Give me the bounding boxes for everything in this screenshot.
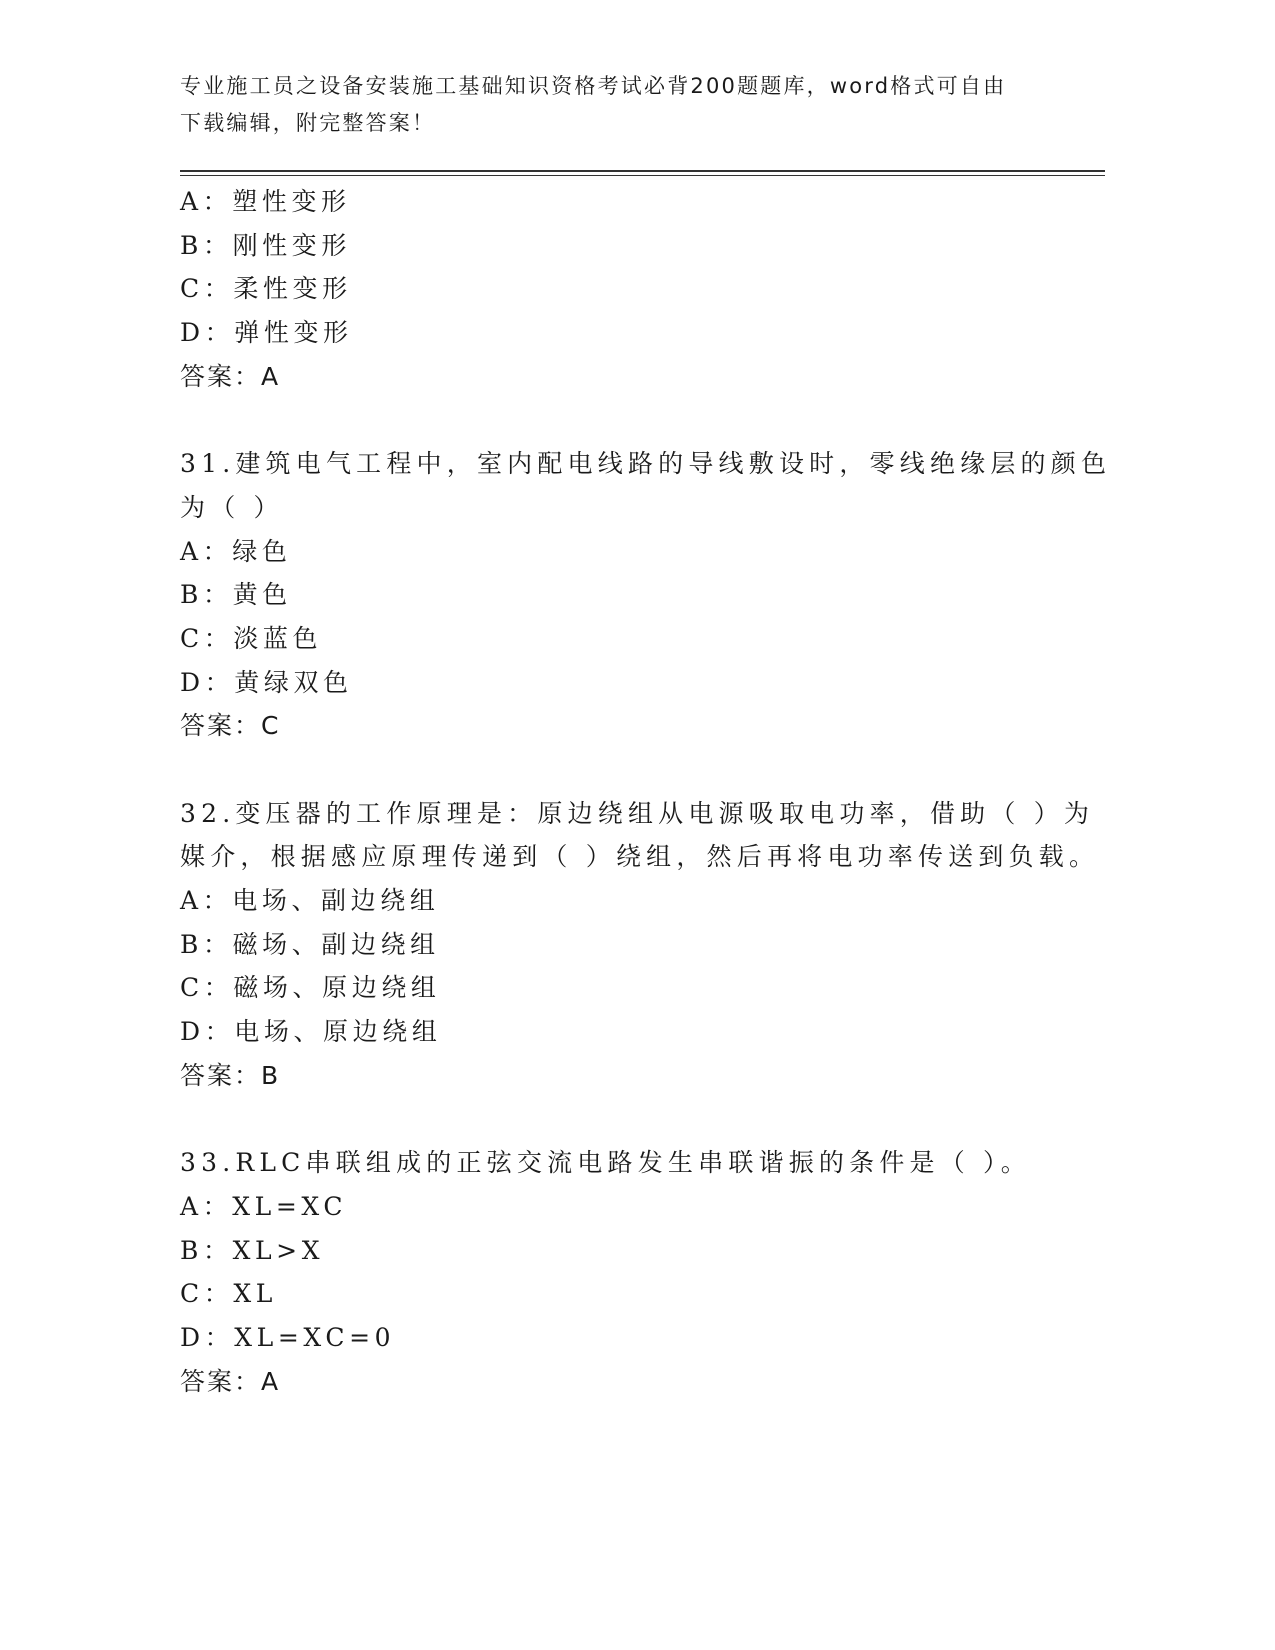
question-stem-line-1: 33.RLC串联组成的正弦交流电路发生串联谐振的条件是（ ）。: [180, 1148, 1031, 1178]
carryover-question: [180, 180, 1050, 398]
answer-line: 答案：A: [180, 1366, 281, 1396]
option-a: A：绿色: [180, 536, 292, 566]
question-stem-line-2: 为（ ）: [180, 492, 284, 522]
header-divider-thin: [180, 175, 1105, 176]
question-stem-line-1: 32.变压器的工作原理是：原边绕组从电源吸取电功率，借助（ ）为: [180, 798, 1095, 828]
answer-line: 答案：C: [180, 711, 281, 741]
option-d: D：XL=XC=0: [180, 1322, 396, 1352]
option-a: A：塑性变形: [180, 187, 351, 216]
option-a: A：电场、副边绕组: [180, 886, 440, 915]
option-d: D：电场、原边绕组: [180, 1017, 442, 1047]
option-c: C：淡蓝色: [180, 623, 323, 653]
option-c: C：磁场、原边绕组: [180, 973, 441, 1003]
answer-line: 答案：B: [180, 1060, 281, 1090]
option-b: B：黄色: [180, 580, 292, 610]
option-c: C：XL: [180, 1279, 277, 1309]
question-stem-line-1: 31.建筑电气工程中，室内配电线路的导线敷设时，零线绝缘层的颜色: [180, 449, 1112, 479]
header-divider-thick: [180, 170, 1105, 172]
answer-line: 答案：A: [180, 361, 281, 391]
question-content: [180, 180, 1112, 1447]
option-b: B：磁场、副边绕组: [180, 929, 440, 959]
question-33: [180, 1141, 1050, 1403]
option-a: A：XL=XC: [180, 1191, 348, 1221]
header-line-2: 下载编辑，附完整答案！: [180, 111, 436, 135]
option-b: B：XL>X: [180, 1235, 325, 1265]
question-32: [180, 792, 1100, 1098]
option-d: D：黄绿双色: [180, 667, 353, 697]
option-b: B：刚性变形: [180, 230, 351, 260]
option-d: D：弹性变形: [180, 318, 353, 348]
question-stem-line-2: 媒介，根据感应原理传递到（ ）绕组，然后再将电功率传送到负载。: [180, 842, 1100, 872]
header-line-1: 专业施工员之设备安装施工基础知识资格考试必背200题题库，word格式可自由: [180, 74, 1007, 98]
document-header: [180, 68, 1060, 142]
option-c: C：柔性变形: [180, 274, 352, 304]
question-31: [180, 442, 1112, 748]
